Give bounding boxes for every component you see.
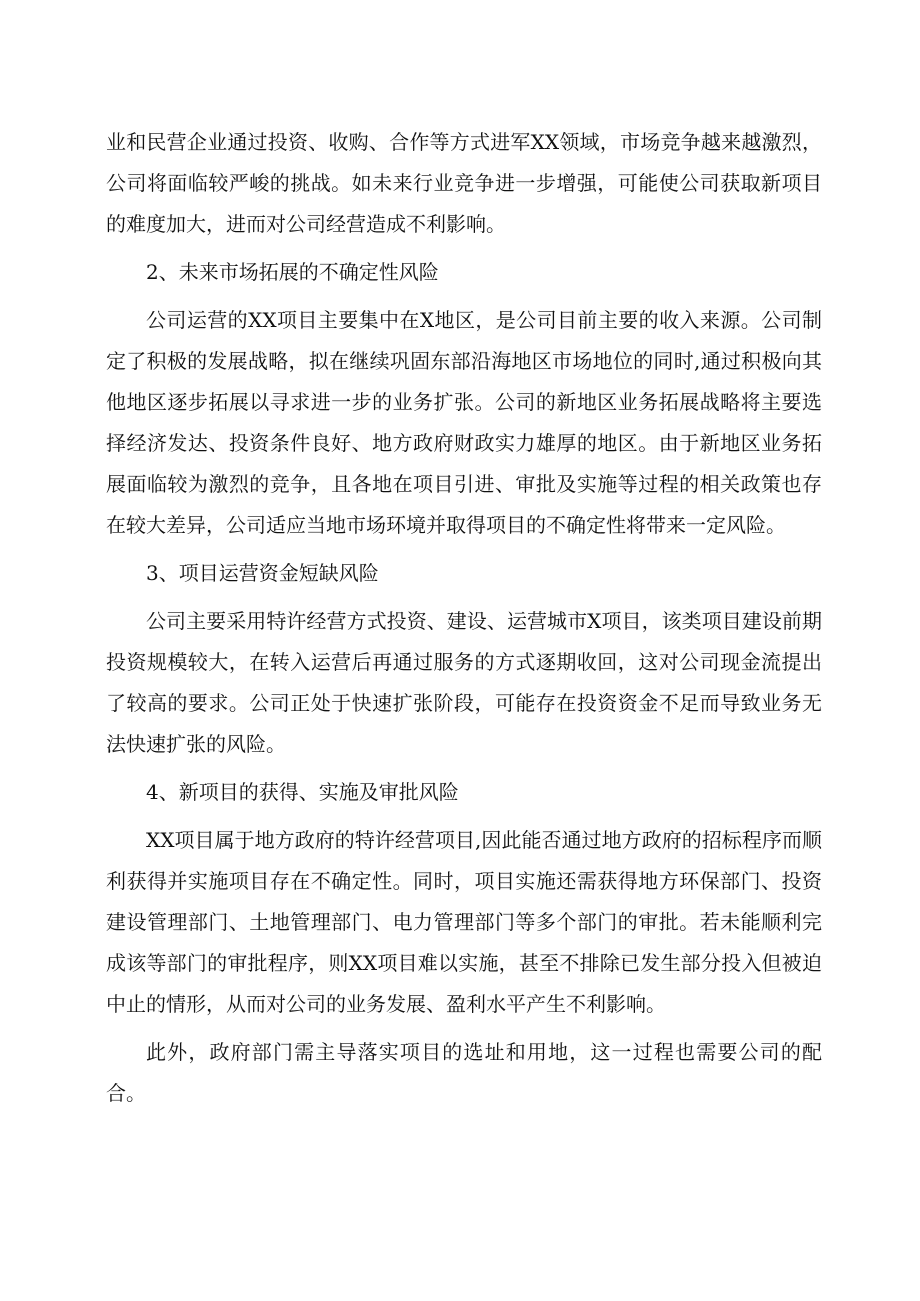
paragraph-market-expansion: 公司运营的XX项目主要集中在X地区，是公司目前主要的收入来源。公司制定了积极的发展战略，拟在继续巩固东部沿海地区市场地位的同时,通过积极向其他地区逐步拓展以寻求进一步的业务扩张。公司的新地区业务拓展战略将主要选择经济发达、投资条件良好、地方政府财政实力雄厚的地区。由于新地区业务拓展面临较为激烈的竞争，且各地在项目引进、审批及实施等过程的相关政策也存在较大差异，公司适应当地市场环境并取得项目的不确定性将带来一定风险。 [106, 308, 822, 537]
document-body [106, 122, 822, 1114]
heading-market-expansion-risk: 2、未来市场拓展的不确定性风险 [146, 260, 439, 284]
paragraph-funding-shortage: 公司主要采用特许经营方式投资、建设、运营城市X项目，该类项目建设前期投资规模较大，在转入运营后再通过服务的方式逐期收回，这对公司现金流提出了较高的要求。公司正处于快速扩张阶段，可能存在投资资金不足而导致业务无法快速扩张的风险。 [106, 609, 822, 756]
heading-approval-risk: 4、新项目的获得、实施及审批风险 [146, 780, 459, 804]
heading-funding-shortage-risk: 3、项目运营资金短缺风险 [146, 561, 379, 585]
paragraph-site-selection: 此外，政府部门需主导落实项目的选址和用地，这一过程也需要公司的配合。 [106, 1040, 822, 1105]
paragraph-competition-continued: 业和民营企业通过投资、收购、合作等方式进军XX领域，市场竞争越来越激烈，公司将面临较严峻的挑战。如未来行业竞争进一步增强，可能使公司获取新项目的难度加大，进而对公司经营造成不利影响。 [106, 130, 822, 236]
paragraph-approval: XX项目属于地方政府的特许经营项目,因此能否通过地方政府的招标程序而顺利获得并实施项目存在不确定性。同时，项目实施还需获得地方环保部门、投资建设管理部门、土地管理部门、电力管理部门等多个部门的审批。若未能顺利完成该等部门的审批程序，则XX项目难以实施，甚至不排除已发生部分投入但被迫中止的情形，从而对公司的业务发展、盈利水平产生不利影响。 [106, 828, 822, 1016]
